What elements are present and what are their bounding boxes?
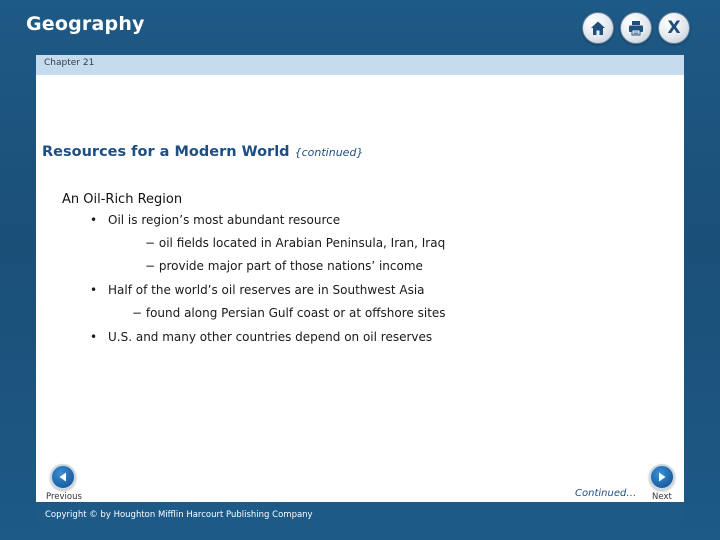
chapter-label: Chapter 21 xyxy=(44,58,95,68)
bullet-item xyxy=(90,283,425,297)
next-button[interactable] xyxy=(649,464,675,490)
print-button[interactable] xyxy=(620,12,652,44)
bullet-text: U.S. and many other countries depend on oil reserves xyxy=(108,330,433,344)
footer-bar xyxy=(36,503,684,529)
close-button[interactable] xyxy=(658,12,690,44)
bullet-marker: • xyxy=(90,213,98,227)
toolbar xyxy=(582,12,690,44)
slide-title xyxy=(42,144,363,160)
sub-item: − provide major part of those nations’ income xyxy=(145,259,423,273)
app-title: Geography xyxy=(26,13,145,35)
sub-item: − oil fields located in Arabian Peninsula, Iran, Iraq xyxy=(145,236,446,250)
bullet-item xyxy=(90,213,340,227)
copyright-text: Copyright © by Houghton Mifflin Harcourt Publishing Company xyxy=(45,510,313,520)
bullet-item xyxy=(90,330,432,344)
section-heading: An Oil-Rich Region xyxy=(62,192,183,207)
previous-label[interactable]: Previous xyxy=(46,492,82,502)
slide-content xyxy=(36,75,684,502)
printer-icon xyxy=(627,19,645,37)
sub-item: − found along Persian Gulf coast or at offshore sites xyxy=(132,306,446,320)
bullet-text: Oil is region’s most abundant resource xyxy=(108,213,341,227)
chapter-bar xyxy=(36,55,684,75)
continued-label: Continued… xyxy=(575,488,637,499)
bullet-text: Half of the world’s oil reserves are in Southwest Asia xyxy=(108,283,425,297)
home-button[interactable] xyxy=(582,12,614,44)
arrow-right-icon xyxy=(656,471,668,483)
arrow-left-icon xyxy=(57,471,69,483)
slide-title-text: Resources for a Modern World xyxy=(42,144,290,160)
bullet-marker: • xyxy=(90,283,98,297)
previous-button[interactable] xyxy=(50,464,76,490)
close-icon: X xyxy=(667,17,681,38)
next-label[interactable]: Next xyxy=(652,492,672,502)
bullet-marker: • xyxy=(90,330,98,344)
home-icon xyxy=(589,19,607,37)
slide-title-continued: {continued} xyxy=(294,146,364,159)
